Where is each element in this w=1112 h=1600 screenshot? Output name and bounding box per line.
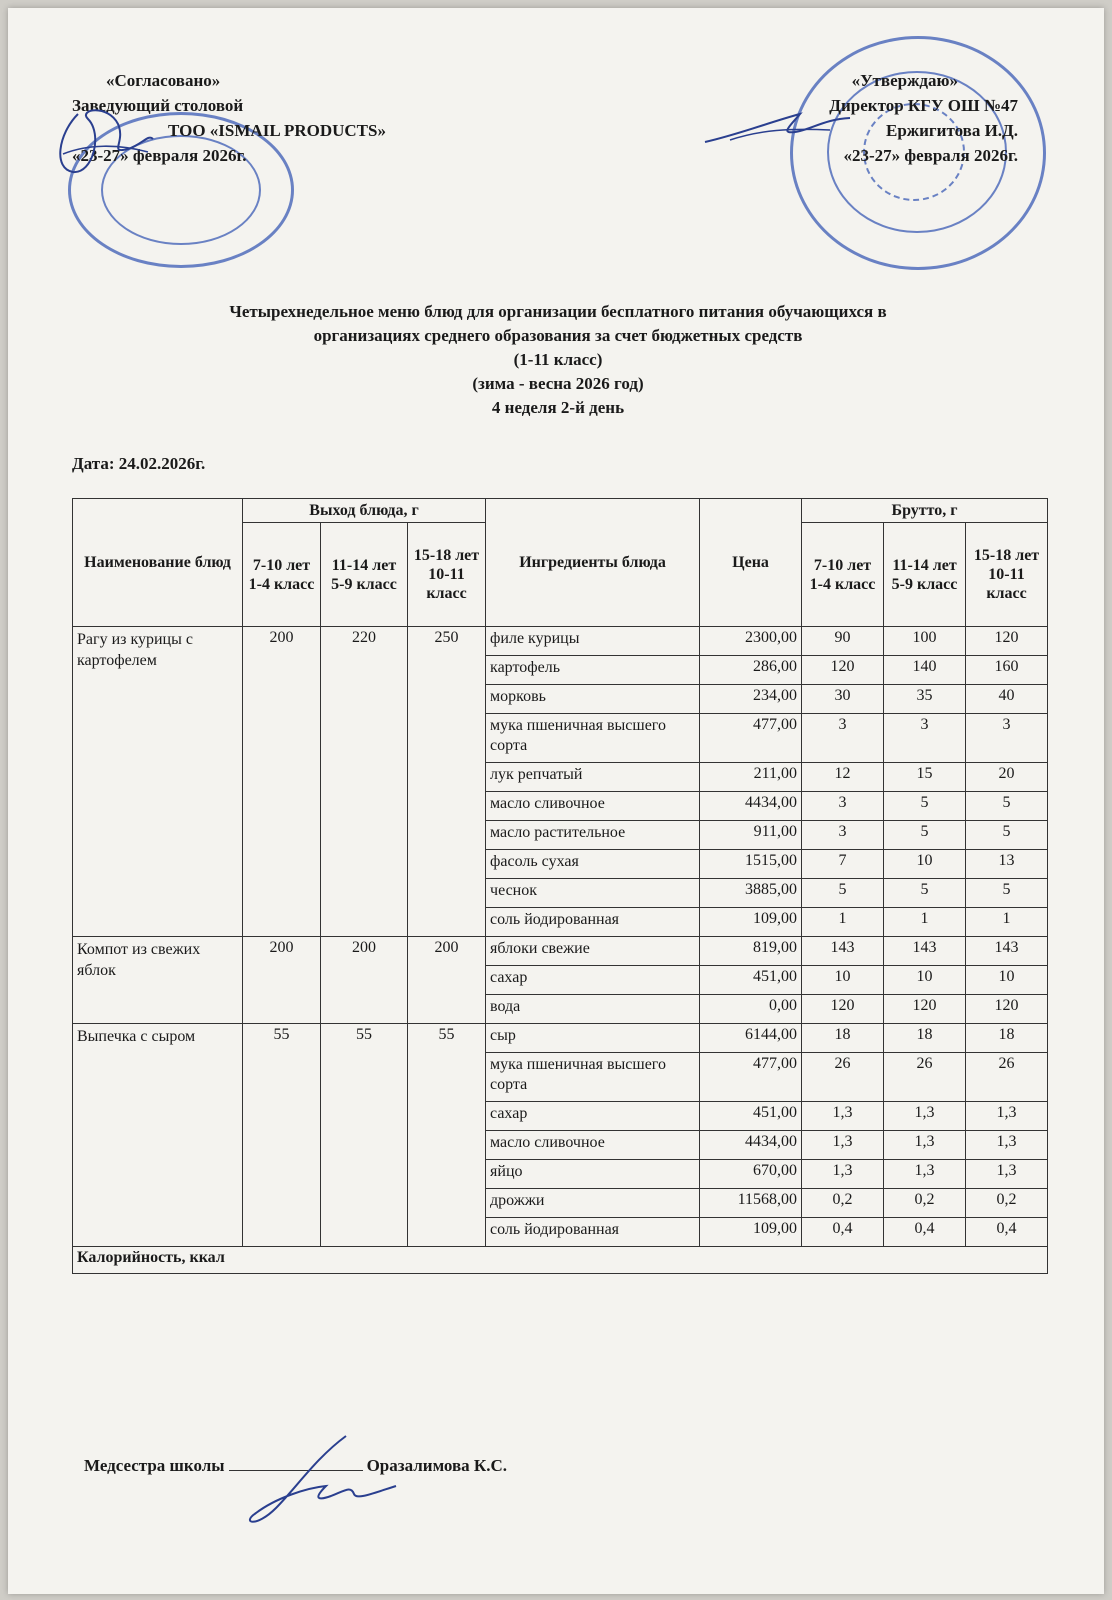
brutto-1: 0,2 — [802, 1189, 884, 1218]
brutto-2: 1,3 — [884, 1160, 966, 1189]
ingredient-name: мука пшеничная высшего сорта — [486, 714, 700, 763]
title-line2: организациях среднего образования за счет бюджетных средств — [313, 326, 803, 345]
brutto-1: 3 — [802, 821, 884, 850]
brutto-3: 143 — [966, 937, 1048, 966]
brutto-2: 0,2 — [884, 1189, 966, 1218]
brutto-3: 120 — [966, 627, 1048, 656]
approval-left-line3: ТОО «ISMAIL PRODUCTS» — [168, 121, 386, 140]
ingredient-price: 109,00 — [700, 1218, 802, 1247]
dish-name: Выпечка с сыром — [73, 1024, 243, 1247]
ingredient-name: масло растительное — [486, 821, 700, 850]
brutto-1: 143 — [802, 937, 884, 966]
ingredient-name: дрожжи — [486, 1189, 700, 1218]
ingredient-name: соль йодированная — [486, 908, 700, 937]
left-signature — [48, 94, 158, 184]
brutto-1: 120 — [802, 995, 884, 1024]
header-brutto-age3: 15-18 лет 10-11 класс — [966, 523, 1048, 627]
table-row — [73, 627, 1048, 656]
brutto-3: 1,3 — [966, 1160, 1048, 1189]
ingredient-price: 670,00 — [700, 1160, 802, 1189]
ingredient-price: 2300,00 — [700, 627, 802, 656]
brutto-1: 120 — [802, 656, 884, 685]
brutto-2: 0,4 — [884, 1218, 966, 1247]
approval-right-line2: Директор КГУ ОШ №47 — [829, 96, 1018, 115]
dish-yield-1: 200 — [243, 937, 321, 1024]
brutto-2: 3 — [884, 714, 966, 763]
header-ingredients: Ингредиенты блюда — [486, 499, 700, 627]
brutto-3: 1 — [966, 908, 1048, 937]
ingredient-price: 109,00 — [700, 908, 802, 937]
ingredient-name: сыр — [486, 1024, 700, 1053]
header-brutto-age1: 7-10 лет 1-4 класс — [802, 523, 884, 627]
menu-date: Дата: 24.02.2026г. — [72, 454, 206, 473]
ingredient-price: 6144,00 — [700, 1024, 802, 1053]
approval-left-line4: «23-27» февраля 2026г. — [72, 146, 247, 165]
ingredient-name: морковь — [486, 685, 700, 714]
brutto-2: 5 — [884, 792, 966, 821]
brutto-1: 26 — [802, 1053, 884, 1102]
ingredient-name: лук репчатый — [486, 763, 700, 792]
brutto-3: 40 — [966, 685, 1048, 714]
brutto-1: 18 — [802, 1024, 884, 1053]
menu-body — [73, 627, 1048, 1247]
dish-yield-3: 250 — [408, 627, 486, 937]
brutto-1: 5 — [802, 879, 884, 908]
title-line1: Четырехнедельное меню блюд для организации бесплатного питания обучающихся в — [229, 302, 887, 321]
brutto-2: 10 — [884, 850, 966, 879]
dish-yield-2: 220 — [321, 627, 408, 937]
brutto-1: 0,4 — [802, 1218, 884, 1247]
document-title — [68, 300, 1048, 420]
brutto-2: 1,3 — [884, 1131, 966, 1160]
ingredient-price: 477,00 — [700, 1053, 802, 1102]
ingredient-price: 286,00 — [700, 656, 802, 685]
nurse-label: Медсестра школы — [84, 1456, 225, 1475]
brutto-3: 20 — [966, 763, 1048, 792]
brutto-1: 1,3 — [802, 1102, 884, 1131]
brutto-2: 140 — [884, 656, 966, 685]
ingredient-name: яйцо — [486, 1160, 700, 1189]
brutto-2: 1 — [884, 908, 966, 937]
brutto-3: 26 — [966, 1053, 1048, 1102]
ingredient-price: 819,00 — [700, 937, 802, 966]
ingredient-price: 911,00 — [700, 821, 802, 850]
brutto-2: 5 — [884, 879, 966, 908]
brutto-3: 5 — [966, 792, 1048, 821]
approval-right-line4: «23-27» февраля 2026г. — [843, 146, 1018, 165]
brutto-3: 10 — [966, 966, 1048, 995]
title-line4: (зима - весна 2026 год) — [472, 374, 644, 393]
header-yield-age2: 11-14 лет 5-9 класс — [321, 523, 408, 627]
brutto-2: 18 — [884, 1024, 966, 1053]
dish-yield-2: 55 — [321, 1024, 408, 1247]
ingredient-name: чеснок — [486, 879, 700, 908]
brutto-2: 10 — [884, 966, 966, 995]
approval-left-line2: Заведующий столовой — [72, 96, 244, 115]
table-row — [73, 937, 1048, 966]
approval-left-line1: «Согласовано» — [106, 71, 221, 90]
header-brutto: Брутто, г — [802, 499, 1048, 523]
right-signature — [700, 104, 860, 154]
brutto-3: 5 — [966, 821, 1048, 850]
brutto-3: 13 — [966, 850, 1048, 879]
document-sheet — [8, 8, 1104, 1594]
nurse-name: Оразалимова К.С. — [366, 1456, 508, 1475]
approval-right-line1: «Утверждаю» — [851, 71, 958, 90]
brutto-2: 5 — [884, 821, 966, 850]
ingredient-price: 4434,00 — [700, 792, 802, 821]
dish-yield-2: 200 — [321, 937, 408, 1024]
brutto-1: 1,3 — [802, 1160, 884, 1189]
ingredient-price: 477,00 — [700, 714, 802, 763]
ingredient-name: фасоль сухая — [486, 850, 700, 879]
dish-yield-3: 200 — [408, 937, 486, 1024]
brutto-2: 35 — [884, 685, 966, 714]
ingredient-price: 451,00 — [700, 966, 802, 995]
brutto-1: 7 — [802, 850, 884, 879]
dish-yield-3: 55 — [408, 1024, 486, 1247]
ingredient-name: сахар — [486, 966, 700, 995]
header-yield-age3: 15-18 лет 10-11 класс — [408, 523, 486, 627]
ingredient-name: филе курицы — [486, 627, 700, 656]
brutto-1: 10 — [802, 966, 884, 995]
ingredient-price: 211,00 — [700, 763, 802, 792]
brutto-3: 0,2 — [966, 1189, 1048, 1218]
brutto-1: 90 — [802, 627, 884, 656]
header-yield: Выход блюда, г — [243, 499, 486, 523]
ingredient-price: 234,00 — [700, 685, 802, 714]
brutto-2: 143 — [884, 937, 966, 966]
ingredient-name: соль йодированная — [486, 1218, 700, 1247]
header-yield-age1: 7-10 лет 1-4 класс — [243, 523, 321, 627]
brutto-3: 18 — [966, 1024, 1048, 1053]
brutto-3: 5 — [966, 879, 1048, 908]
brutto-1: 30 — [802, 685, 884, 714]
brutto-3: 120 — [966, 995, 1048, 1024]
title-line3: (1-11 класс) — [513, 350, 603, 369]
header-dish: Наименование блюд — [73, 499, 243, 627]
brutto-1: 12 — [802, 763, 884, 792]
brutto-3: 1,3 — [966, 1131, 1048, 1160]
ingredient-name: яблоки свежие — [486, 937, 700, 966]
brutto-2: 120 — [884, 995, 966, 1024]
ingredient-name: масло сливочное — [486, 1131, 700, 1160]
ingredient-price: 0,00 — [700, 995, 802, 1024]
ingredient-name: масло сливочное — [486, 792, 700, 821]
table-row — [73, 1024, 1048, 1053]
ingredient-name: вода — [486, 995, 700, 1024]
brutto-1: 3 — [802, 792, 884, 821]
ingredient-name: мука пшеничная высшего сорта — [486, 1053, 700, 1102]
brutto-2: 100 — [884, 627, 966, 656]
brutto-2: 26 — [884, 1053, 966, 1102]
brutto-1: 1 — [802, 908, 884, 937]
calories-row: Калорийность, ккал — [73, 1247, 1048, 1274]
brutto-3: 160 — [966, 656, 1048, 685]
dish-yield-1: 55 — [243, 1024, 321, 1247]
brutto-1: 1,3 — [802, 1131, 884, 1160]
ingredient-price: 1515,00 — [700, 850, 802, 879]
brutto-3: 3 — [966, 714, 1048, 763]
ingredient-name: сахар — [486, 1102, 700, 1131]
dish-yield-1: 200 — [243, 627, 321, 937]
menu-table — [72, 498, 1048, 1274]
ingredient-price: 3885,00 — [700, 879, 802, 908]
ingredient-price: 11568,00 — [700, 1189, 802, 1218]
brutto-2: 1,3 — [884, 1102, 966, 1131]
dish-name: Компот из свежих яблок — [73, 937, 243, 1024]
ingredient-name: картофель — [486, 656, 700, 685]
brutto-1: 3 — [802, 714, 884, 763]
header-price: Цена — [700, 499, 802, 627]
nurse-signature — [236, 1428, 406, 1538]
brutto-3: 0,4 — [966, 1218, 1048, 1247]
brutto-2: 15 — [884, 763, 966, 792]
brutto-3: 1,3 — [966, 1102, 1048, 1131]
approval-right-line3: Ержигитова И.Д. — [886, 121, 1018, 140]
dish-name: Рагу из курицы с картофелем — [73, 627, 243, 937]
ingredient-price: 4434,00 — [700, 1131, 802, 1160]
header-brutto-age2: 11-14 лет 5-9 класс — [884, 523, 966, 627]
title-line5: 4 неделя 2-й день — [491, 398, 625, 417]
ingredient-price: 451,00 — [700, 1102, 802, 1131]
